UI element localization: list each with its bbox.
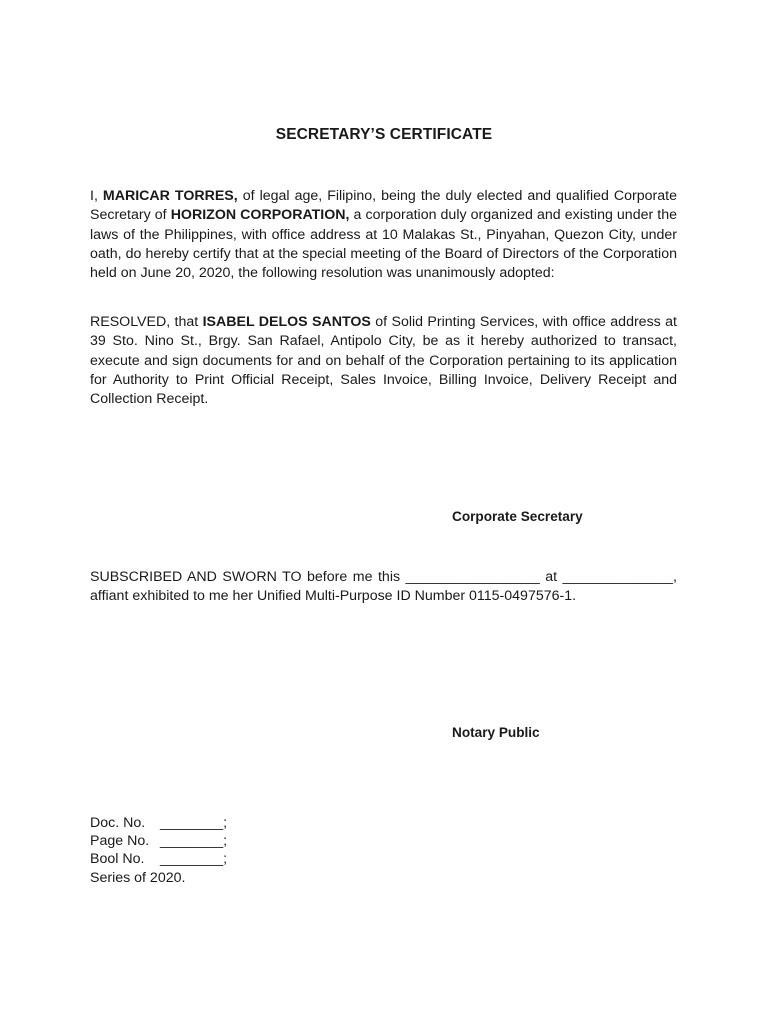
para2-text-2: of Solid Printing Services, with office address at 39 Sto. Nino St., Brgy. San Rafael, Antipolo City, be as it hereby authorized to transact, execute and sign documents for and on behalf of the Corporation pertaining to its application for Authority to Print Official Receipt, Sales Invoice, Billing Invoice, Delivery Receipt and Collection Receipt. xyxy=(90,314,677,408)
jurat-paragraph: SUBSCRIBED AND SWORN TO before me this _________________ at ______________, affiant exhibited to me her Unified Multi-Purpose ID Number 0115-0497576-1. xyxy=(90,569,677,605)
book-number-label: Bool No. xyxy=(90,851,145,868)
secretary-name: MARICAR TORRES, xyxy=(102,188,238,204)
authorized-person-name: ISABEL DELOS SANTOS xyxy=(202,314,371,330)
para1-text-2: of legal age, Filipino, being the duly elected and qualified Corporate Secretary of xyxy=(90,188,677,224)
book-number-value: ________; xyxy=(160,851,228,868)
certification-paragraph xyxy=(90,187,677,283)
doc-number-label: Doc. No. xyxy=(90,815,146,831)
page-number-label: Page No. xyxy=(90,833,150,850)
book-number-line xyxy=(90,850,227,868)
company-name: HORIZON CORPORATION, xyxy=(170,207,350,224)
resolution-paragraph xyxy=(90,313,677,409)
notarial-register-block xyxy=(90,814,227,887)
notary-public-signature-label: Notary Public xyxy=(452,725,540,740)
corporate-secretary-signature-label: Corporate Secretary xyxy=(452,509,583,524)
para1-text-3: a corporation duly organized and existing under the laws of the Philippines, with office address at 10 Malakas St., Pinyahan, Quezon City, under oath, do hereby certify that at the special meeting of the Board of Directors of the Corporation held on June 20, 2020, the following resolution was unanimously adopted: xyxy=(90,207,677,282)
para2-text-1: RESOLVED, that xyxy=(90,314,203,330)
para1-text-1: I, xyxy=(90,188,103,204)
series-line: Series of 2020. xyxy=(90,869,186,886)
page-number-line xyxy=(90,832,227,850)
document-title: SECRETARY’S CERTIFICATE xyxy=(275,126,493,143)
doc-number-line xyxy=(90,814,227,832)
page-number-value: ________; xyxy=(160,833,228,850)
doc-number-value: ________; xyxy=(160,815,228,831)
